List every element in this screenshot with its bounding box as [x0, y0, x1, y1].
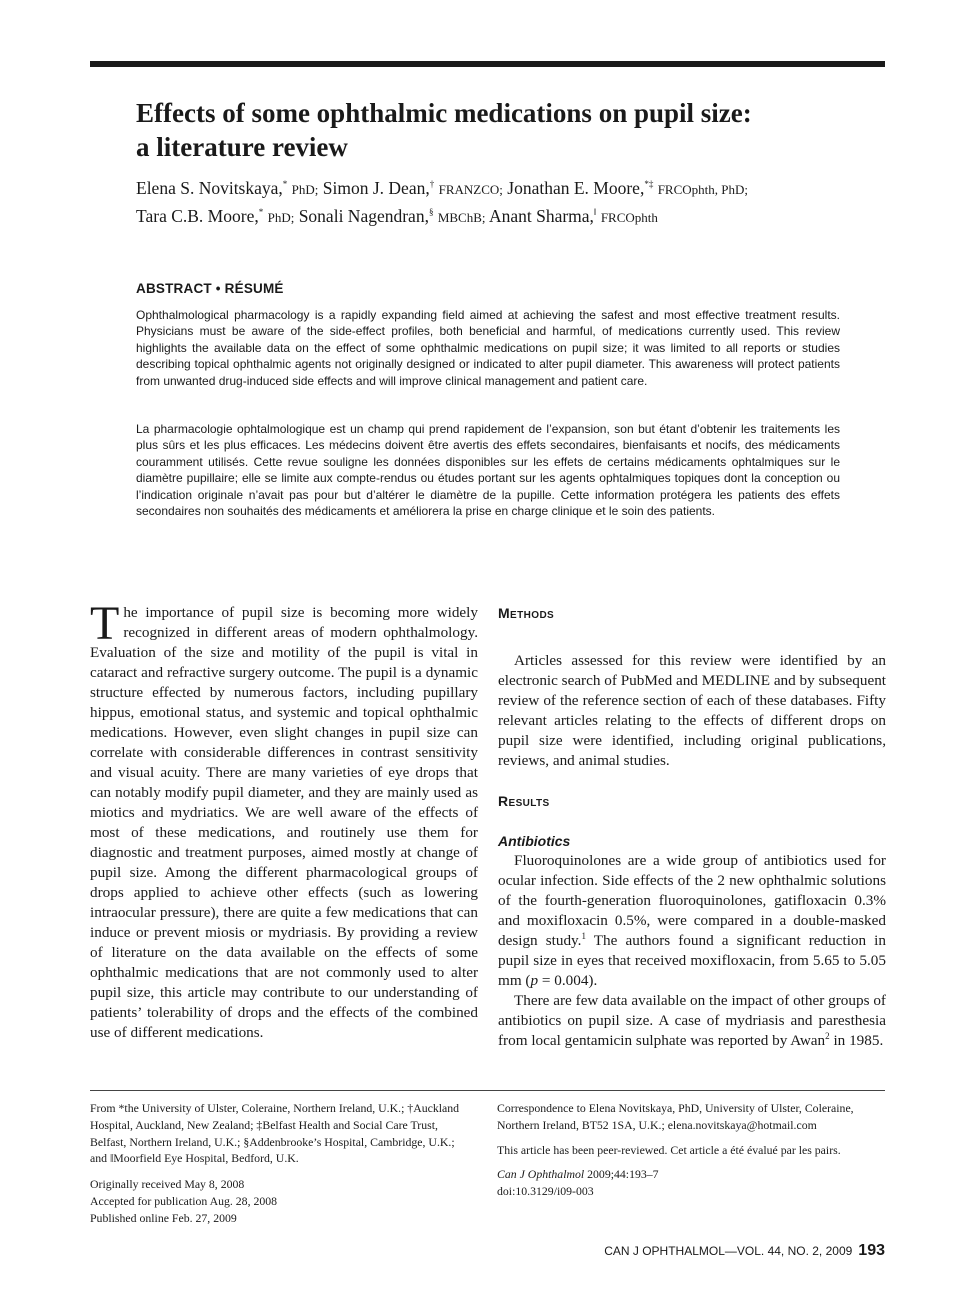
- journal-name: Can J Ophthalmol: [497, 1167, 585, 1182]
- author-sup: *: [258, 207, 264, 218]
- results-text: There are few data available on the impact of other groups of antibiotics on pupil size. A case of mydriasis and paresthesia from local gentamicin sulphate was reported by Awan: [498, 992, 886, 1049]
- author-name: Elena S. Novitskaya,: [136, 178, 283, 198]
- intro-text: he importance of pupil size is becoming more widely recognized in different areas of modern ophthalmology. Evaluation of the size and motility of the pupil is vital in cataract and refractive surgery outcome. The pupil is a dynamic structure effected by numerous factors, including pupillary hippus, emotional status, and systemic and topical ophthalmic medications. However, even slight changes in pupil size can correlate with considerable differences in contrast sensitivity and visual acuity. There are many varieties of eye drops that can notably modify pupil diameter, and they are mainly used as miotics and mydriatics. We are well aware of the effects of most of these medications, and routinely use them for diagnostic and treatment purposes, aimed mostly at change of pupil size. Among the different pharmacological groups of drops applied to achieve other effects (such as lowering intraocular pressure), there are quite a few medications that can induce or prevent miosis or mydriasis. By providing a review of literature on the data available on the effects of some ophthalmic medications that are not commonly used to alter pupil size, this article may contribute to our understanding of patients’ tolerability of drops and the effects of the combined use of different medications.: [90, 604, 478, 1041]
- author-name: Simon J. Dean,: [322, 178, 430, 198]
- page-footer: [585, 1242, 885, 1260]
- author-line-2: [136, 203, 876, 231]
- abstract-english: Ophthalmological pharmacology is a rapidly expanding field aimed at achieving the safest and most effective treatment results. Physicians must be aware of the side-effect profiles, both beneficial and harmful, of medications currently used. This review highlights the available data on the effect of some ophthalmic medications on pupil size; it was limited to all reports or studies describing topical ophthalmic agents not originally designed or indicated to alter pupil diameter. This awareness will protect patients from unwanted drug-induced side effects and will improve clinical management and patient care.: [136, 308, 840, 388]
- author-name: Sonali Nagendran,: [298, 206, 429, 226]
- author-sup: †: [429, 179, 435, 190]
- footnote-right: [497, 1100, 887, 1200]
- author-sup: *‡: [644, 179, 654, 190]
- journal-running-head: CAN J OPHTHALMOL—VOL. 44, NO. 2, 2009: [604, 1244, 853, 1258]
- author-sup: *: [282, 179, 288, 190]
- results-text: The authors found a significant reduction in pupil size in eyes that received moxifloxacin, from 5.65 to 5.05 mm (: [498, 932, 886, 989]
- author-degree: FRCOphth, PhD;: [657, 182, 749, 197]
- methods-heading: Methods: [498, 605, 555, 621]
- received-date: Originally received May 8, 2008: [90, 1177, 245, 1192]
- results-text: = 0.004).: [538, 972, 598, 989]
- results-text: in 1985.: [829, 1032, 884, 1049]
- published-date: Published online Feb. 27, 2009: [90, 1210, 237, 1225]
- citation-line: [497, 1166, 887, 1183]
- left-column: [90, 597, 478, 1043]
- author-degree: PhD;: [267, 210, 295, 225]
- title-line-1: Effects of some ophthalmic medications on pupil size:: [136, 98, 752, 128]
- results-text: Fluoroquinolones are a wide group of antibiotics used for ocular infection. Side effects of the 2 new ophthalmic solutions of the fourth-generation fluoroquinolones, gatifloxacin 0.3% and moxifloxacin 0.5%, were compared in a double-masked design study.: [498, 852, 886, 949]
- methods-paragraph: Articles assessed for this review were identified by an electronic search of PubMed and MEDLINE and by subsequent review of the reference section of each of these databases. Fifty relevant articles relating to the effects of different drops on pupil size were identified, including original publications, reviews, and animal studies.: [498, 652, 887, 769]
- author-degree: FRCOphth: [600, 210, 658, 225]
- antibiotics-subheading: Antibiotics: [498, 833, 571, 849]
- citation-details: 2009;44:193–7: [584, 1167, 659, 1182]
- right-column: [498, 603, 886, 1051]
- p-value-symbol: p: [530, 972, 539, 989]
- article-title: [136, 96, 876, 164]
- results-paragraph-1: [498, 851, 886, 991]
- author-name: Jonathan E. Moore,: [507, 178, 645, 198]
- peer-review-note: This article has been peer-reviewed. Cet article a été évalué par les pairs.: [497, 1142, 841, 1157]
- correspondence: Correspondence to Elena Novitskaya, PhD, University of Ulster, Coleraine, Northern Ireland, BT52 1SA, U.K.; elena.novitskaya@hotmail.com: [497, 1101, 854, 1132]
- results-heading: Results: [498, 793, 550, 809]
- citation-ref: 1: [581, 930, 586, 941]
- page-number: 193: [858, 1242, 885, 1259]
- results-paragraph-2: [498, 991, 886, 1051]
- author-degree: PhD;: [291, 182, 319, 197]
- abstract-french: La pharmacologie ophtalmologique est un champ qui prend rapidement de l’expansion, son but étant d’obtenir les traitements les plus sûrs et les plus efficaces. Les médecins doivent être avertis des effets secondaires, bienfaisants et nocifs, des médicaments couramment utilisés. Cette revue souligne les données disponibles sur les effets de certains médicaments ophtalmiques sur le diamètre pupillaire; elle se limite aux compte-rendus ou études portant sur les agents ophtalmiques topiques dont la conception ou l’indication originale n’avait pas pour but d’altérer le diamètre de la pupille. Cette information protégera les patients des effets secondaires non souhaités des médicaments et améliorera la prise en charge clinique et le soin des patients.: [136, 422, 840, 519]
- accepted-date: Accepted for publication Aug. 28, 2008: [90, 1193, 278, 1208]
- author-degree: FRANZCO;: [438, 182, 503, 197]
- footnote-rule: [90, 1090, 885, 1091]
- author-name: Anant Sharma,: [488, 206, 594, 226]
- drop-cap: T: [90, 597, 120, 650]
- abstract-heading: ABSTRACT • RÉSUMÉ: [136, 281, 284, 296]
- author-name: Tara C.B. Moore,: [136, 206, 259, 226]
- author-degree: MBChB;: [437, 210, 486, 225]
- author-sup: §: [428, 207, 434, 218]
- author-list: [136, 175, 876, 231]
- author-sup: ‖: [593, 207, 597, 218]
- intro-paragraph: [90, 597, 478, 1043]
- footnote-left: [90, 1100, 470, 1227]
- affiliations: From *the University of Ulster, Coleraine, Northern Ireland, U.K.; †Auckland Hospital, Auckland, New Zealand; ‡Belfast Health and Social Care Trust, Belfast, Northern Ireland, U.K.; §Addenbrooke’s Hospital, Cambridge, U.K.; and ‖Moorfield Eye Hospital, Bedford, U.K.: [90, 1101, 460, 1166]
- citation-ref: 2: [825, 1030, 830, 1041]
- title-line-2: a literature review: [136, 132, 348, 162]
- top-rule: [90, 61, 885, 67]
- doi[interactable]: doi:10.3129/i09-003: [497, 1184, 594, 1199]
- author-line-1: [136, 175, 876, 203]
